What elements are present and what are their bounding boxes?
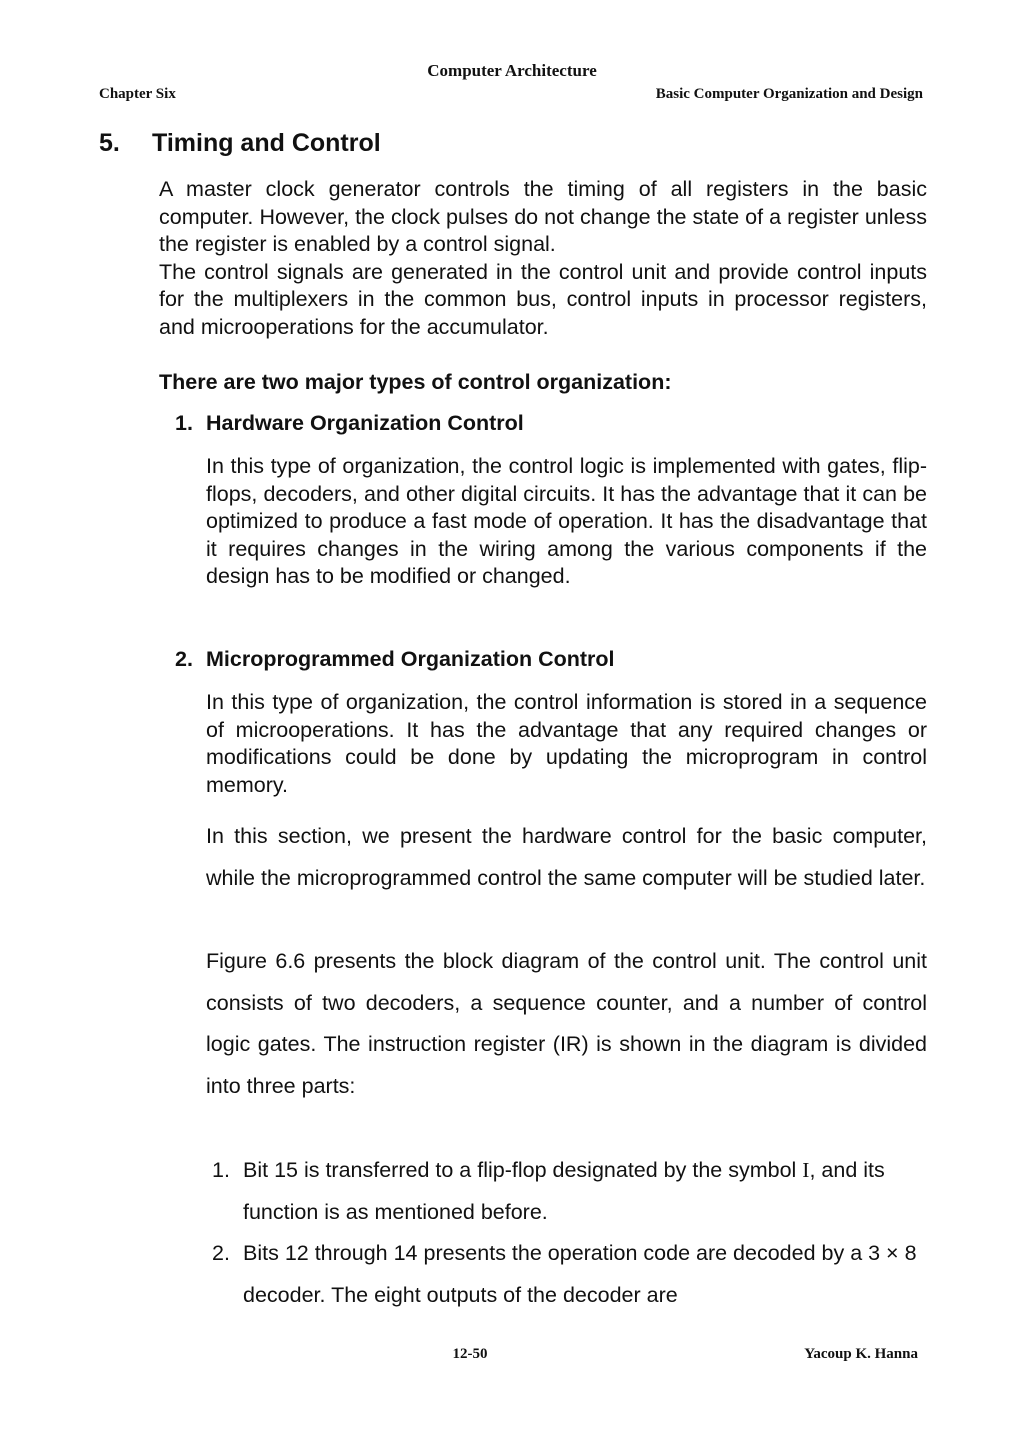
microprogrammed-control-title: Microprogrammed Organization Control: [206, 647, 615, 671]
hardware-control-number: 1.: [175, 411, 193, 435]
list-item-text: Bits 12 through 14 presents the operation code are decoded by a 3 × 8 decoder. The eight outputs of the decoder are: [243, 1241, 917, 1307]
list-item: [212, 1233, 932, 1316]
hardware-control-heading: [175, 411, 524, 436]
symbol-i: I: [802, 1158, 810, 1182]
control-types-heading: There are two major types of control organization:: [159, 370, 672, 394]
section-number: 5.: [99, 129, 120, 157]
section-scope-paragraph: In this section, we present the hardware control for the basic computer, while the microprogrammed control the same computer will be studied later.: [206, 824, 927, 890]
figure-description-paragraph: Figure 6.6 presents the block diagram of the control unit. The control unit consists of two decoders, a sequence counter, and a number of control logic gates. The instruction register (IR) is shown in the diagram is divided into three parts:: [206, 949, 927, 1098]
page-number: 12-50: [452, 1346, 488, 1362]
list-item-number: 2.: [212, 1241, 230, 1265]
document-header-title: Computer Architecture: [427, 61, 597, 80]
microprogrammed-control-number: 2.: [175, 647, 193, 671]
list-item: [212, 1150, 932, 1233]
microprogrammed-control-heading: [175, 647, 615, 672]
section-heading: [99, 129, 381, 158]
list-item-text: [243, 1150, 932, 1233]
chapter-label: Chapter Six: [99, 86, 176, 102]
list-item-text-before: Bit 15 is transferred to a flip-flop designated by the symbol: [243, 1158, 803, 1182]
intro-text: [159, 176, 927, 342]
hardware-control-title: Hardware Organization Control: [206, 411, 524, 435]
chapter-subject: Basic Computer Organization and Design: [655, 86, 923, 102]
list-item-number: 1.: [212, 1158, 230, 1182]
intro-paragraph-2: The control signals are generated in the control unit and provide control inputs for the multiplexers in the common bus, control inputs in processor registers, and microoperations for the accumulator.: [159, 259, 927, 339]
ir-parts-list: [212, 1150, 932, 1316]
author-name: Yacoup K. Hanna: [804, 1346, 918, 1362]
list-item-text-after: , and its function is as mentioned before.: [243, 1158, 885, 1224]
hardware-control-paragraph: In this type of organization, the control logic is implemented with gates, flip-flops, decoders, and other digital circuits. It has the advantage that it can be optimized to produce a fast mode of operation. It has the disadvantage that it requires changes in the wiring among the various components if the design has to be modified or changed.: [206, 454, 927, 589]
intro-paragraph-1: A master clock generator controls the timing of all registers in the basic computer. However, the clock pulses do not change the state of a register unless the register is enabled by a control signal.: [159, 177, 927, 257]
microprogrammed-control-paragraph: In this type of organization, the control information is stored in a sequence of microoperations. It has the advantage that any required changes or modifications could be done by updating the microprogram in control memory.: [206, 690, 927, 797]
section-title: Timing and Control: [152, 129, 381, 157]
